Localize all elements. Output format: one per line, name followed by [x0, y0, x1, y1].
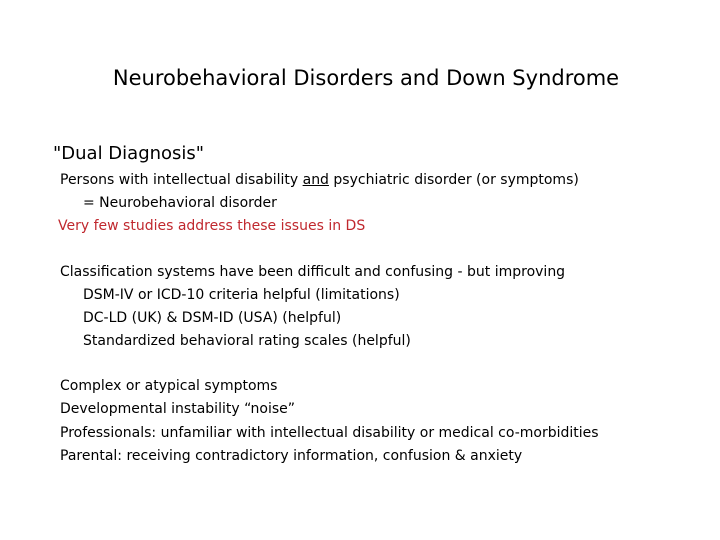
- equals-line: = Neurobehavioral disorder: [83, 195, 277, 211]
- challenge-item: Professionals: unfamiliar with intellectual disability or medical co-morbidities: [60, 425, 599, 441]
- slide-title: Neurobehavioral Disorders and Down Syndrome: [112, 66, 620, 90]
- definition-line: [60, 171, 579, 189]
- classification-intro: Classification systems have been difficult and confusing - but improving: [60, 264, 566, 280]
- classification-item: DSM-IV or ICD-10 criteria helpful (limitations): [83, 287, 400, 303]
- classification-item: Standardized behavioral rating scales (helpful): [83, 333, 411, 349]
- definition-underlined-word: and: [302, 172, 329, 188]
- challenge-item: Complex or atypical symptoms: [60, 378, 278, 394]
- challenge-item: Developmental instability “noise”: [60, 401, 296, 417]
- classification-item: DC-LD (UK) & DSM-ID (USA) (helpful): [83, 310, 342, 326]
- note-line: Very few studies address these issues in DS: [58, 218, 366, 234]
- definition-text-before: Persons with intellectual disability: [60, 172, 303, 188]
- definition-text-after: psychiatric disorder (or symptoms): [328, 172, 579, 188]
- section-heading: "Dual Diagnosis": [53, 143, 205, 164]
- challenge-item: Parental: receiving contradictory information, confusion & anxiety: [60, 448, 523, 464]
